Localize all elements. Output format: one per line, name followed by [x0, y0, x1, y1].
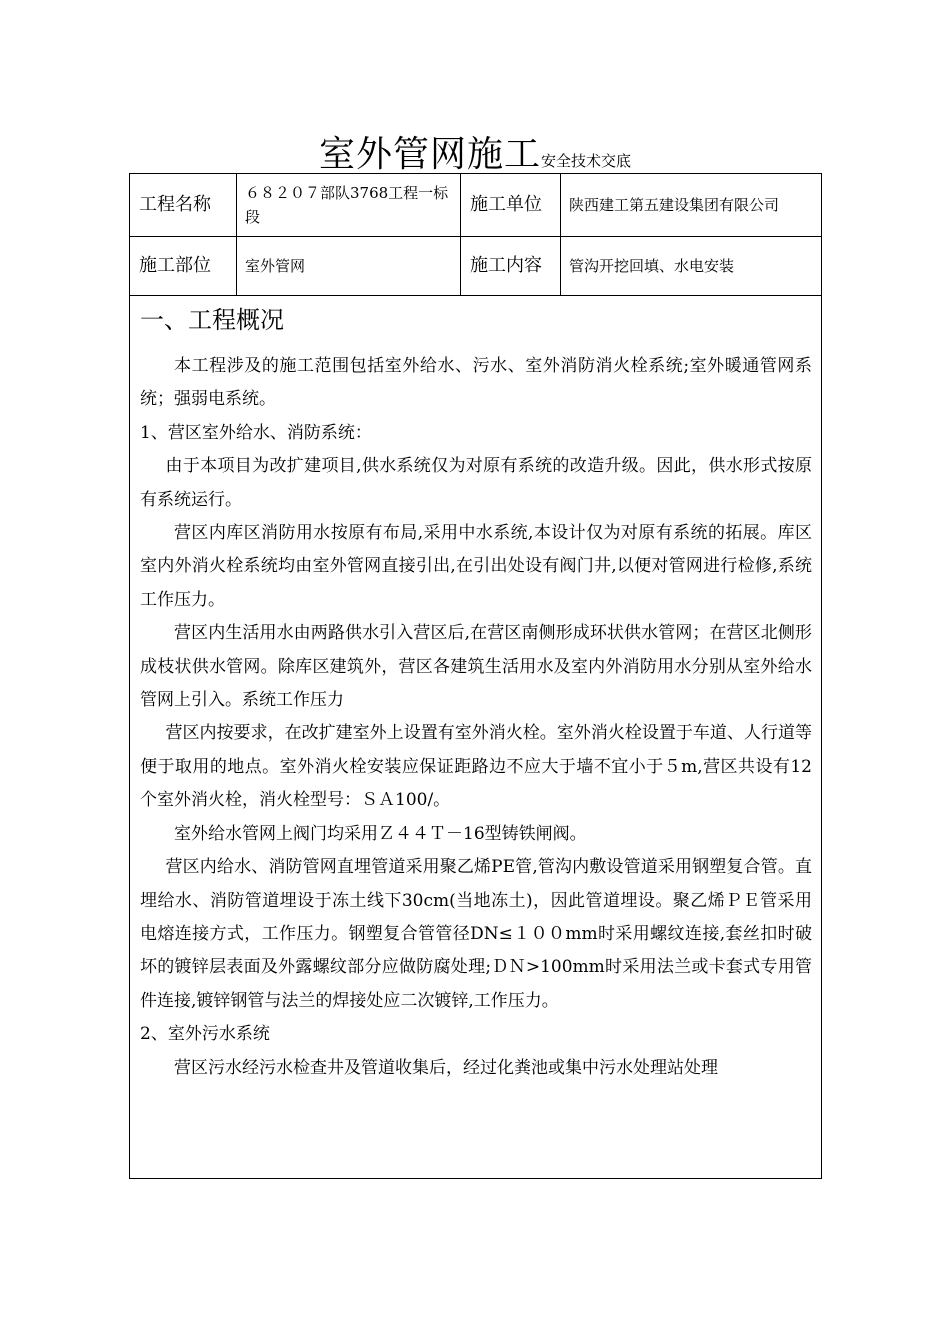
paragraph-hydrants: 营区内按要求，在改扩建室外上设置有室外消火栓。室外消火栓设置于车道、人行道等便于取用的地点。室外消火栓安装应保证距路边不应大于墙不宜小于５m,营区共设有12个室外消火栓，消火栓型号：ＳＡ100/。 [140, 723, 812, 811]
paragraph-fire-water: 营区内库区消防用水按原有布局,采用中水系统,本设计仅为对原有系统的拓展。库区室内外消火栓系统均由室外管网直接引出,在引出处设有阀门井,以便对管网进行检修,系统工作压力。 [140, 523, 812, 610]
content-label: 施工内容 [461, 237, 561, 296]
subheading-water-fire: 1、营区室外给水、消防系统： [140, 422, 372, 443]
disclosure-form-table [129, 173, 822, 1179]
contractor-value: 陕西建工第五建设集团有限公司 [561, 174, 822, 237]
location-value: 室外管网 [237, 237, 461, 296]
paragraph-domestic-water: 营区内生活用水由两路供水引入营区后,在营区南侧形成环状供水管网；在营区北侧形成枝状供水管网。除库区建筑外，营区各建筑生活用水及室内外消防用水分别从室外给水管网上引入。系统工作压力 [140, 623, 812, 711]
body-cell [130, 296, 822, 1179]
project-name-label: 工程名称 [130, 174, 237, 237]
paragraph-overview: 本工程涉及的施工范围包括室外给水、污水、室外消防消火栓系统;室外暖通管网系统；强弱电系统。 [140, 356, 812, 410]
contractor-label: 施工单位 [461, 174, 561, 237]
paragraph-supply: 由于本项目为改扩建项目,供水系统仅为对原有系统的改造升级。因此，供水形式按原有系统运行。 [140, 456, 812, 510]
body-content [140, 350, 812, 1085]
section-heading: 一、工程概况 [140, 306, 284, 334]
content-value: 管沟开挖回填、水电安装 [561, 237, 822, 296]
title-sub: 安全技术交底 [541, 152, 632, 170]
paragraph-valves: 室外给水管网上阀门均采用Ｚ４４Ｔ－16型铸铁闸阀。 [174, 823, 587, 844]
paragraph-pipes: 营区内给水、消防管网直埋管道采用聚乙烯PE管,管沟内敷设管道采用钢塑复合管。直埋给水、消防管道埋设于冻土线下30cm(当地冻土)，因此管道埋设。聚乙烯ＰＥ管采用电熔连接方式，工作压力。钢塑复合管管径DN≤１００mm时采用螺纹连接,套丝扣时破坏的镀锌层表面及外露螺纹部分应做防腐处理;ＤＮ>100mm时采用法兰或卡套式专用管件连接,镀锌钢管与法兰的焊接处应二次镀锌,工作压力。 [140, 857, 812, 1011]
paragraph-sewage: 营区污水经污水检查井及管道收集后，经过化粪池或集中污水处理站处理 [174, 1057, 718, 1078]
project-name-value: ６８２０７部队3768工程一标段 [237, 174, 461, 237]
form-row-body [130, 296, 822, 1179]
document-title [0, 126, 950, 177]
title-main: 室外管网施工 [318, 134, 541, 175]
subheading-sewage: 2、室外污水系统 [140, 1024, 270, 1045]
location-label: 施工部位 [130, 237, 237, 296]
form-row-project [130, 174, 822, 237]
form-row-location [130, 237, 822, 296]
